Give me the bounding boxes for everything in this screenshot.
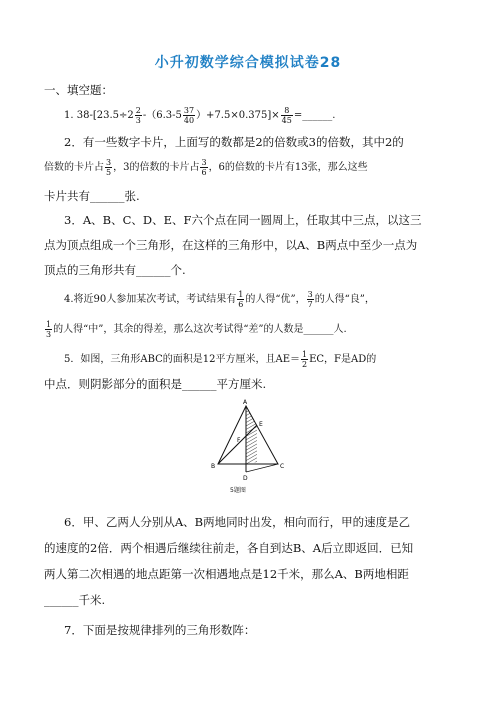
question-6-line-1: 6．甲、乙两人分别从A、B两地同时出发，相向而行，甲的速度是乙 [64,515,411,529]
fraction: $\frac{1}{3}$ [46,320,52,339]
fraction: $\frac{1}{2}$ [302,350,308,369]
label-b: B [211,463,216,470]
fraction: $\frac{3}{5}$ [106,158,112,177]
question-2-line-1: 2．有一些数字卡片，上面写的数都是2的倍数或3的倍数，其中2的 [64,135,404,149]
fraction: $\frac{37}{40}$ [183,106,195,125]
fraction: $\frac{2}{3}$ [135,106,141,125]
question-2-line-3: 卡片共有______张. [44,189,140,203]
question-6-line-3: 两人第二次相遇的地点距第一次相遇地点是12千米，那么A、B两地相距 [44,567,409,581]
label-c: C [280,463,285,470]
label-d: D [243,475,248,482]
page-title: 小升初数学综合模拟试卷28 [154,55,342,71]
fraction: $\frac{8}{45}$ [281,106,292,125]
question-6-line-4: ______千米. [44,593,106,607]
question-4-line-1: 4.将近90人参加某次考试，考试结果有 $\frac{1}{6}$ 的人得“优”， $\frac{3}{7}$ 的人得“良”， [64,290,375,309]
label-a: A [243,399,248,406]
fraction: $\frac{3}{7}$ [307,290,313,309]
fraction: $\frac{1}{6}$ [238,290,244,309]
question-4-line-2: $\frac{1}{3}$ 的人得“中”，其余的得差，那么这次考试得“差”的人数是______人. [46,320,347,339]
triangle-figure [210,398,290,484]
question-6-line-2: 的速度的2倍．两个相遇后继续往前走，各自到达B、A后立即返回．已知 [44,541,414,555]
question-3-line-2: 点为顶点组成一个三角形，在这样的三角形中，以A、B两点中至少一点为 [44,238,418,252]
question-1: 1. 38-[23.5÷2 $\frac{2}{3}$ -（6.3-5 $\frac{37}{40}$ ）+7.5×0.375]× $\frac{8}{45}$ =______. [64,106,336,125]
section-heading: 一、填空题： [44,83,113,97]
label-f: F [237,437,241,444]
label-e: E [259,421,263,428]
segment-dc [246,464,278,472]
question-5-line-2: 中点．则阴影部分的面积是______平方厘米. [44,377,267,391]
figure-caption: 5题图 [230,487,246,494]
question-3-line-1: 3．A、B、C、D、E、F六个点在同一圆周上，任取其中三点，以这三 [64,213,422,227]
question-3-line-3: 顶点的三角形共有______个. [44,263,186,277]
question-7-line-1: 7．下面是按规律排列的三角形数阵： [64,623,256,637]
question-2-line-2: 倍数的卡片占 $\frac{3}{5}$ ，3的倍数的卡片占 $\frac{3}{6}$ ，6的倍数的卡片有13张，那么这些 [44,158,368,177]
fraction: $\frac{3}{6}$ [201,158,207,177]
question-5-line-1: 5．如图，三角形ABC的面积是12平方厘米，且AE＝ $\frac{1}{2}$ EC，F是AD的 [64,350,377,369]
